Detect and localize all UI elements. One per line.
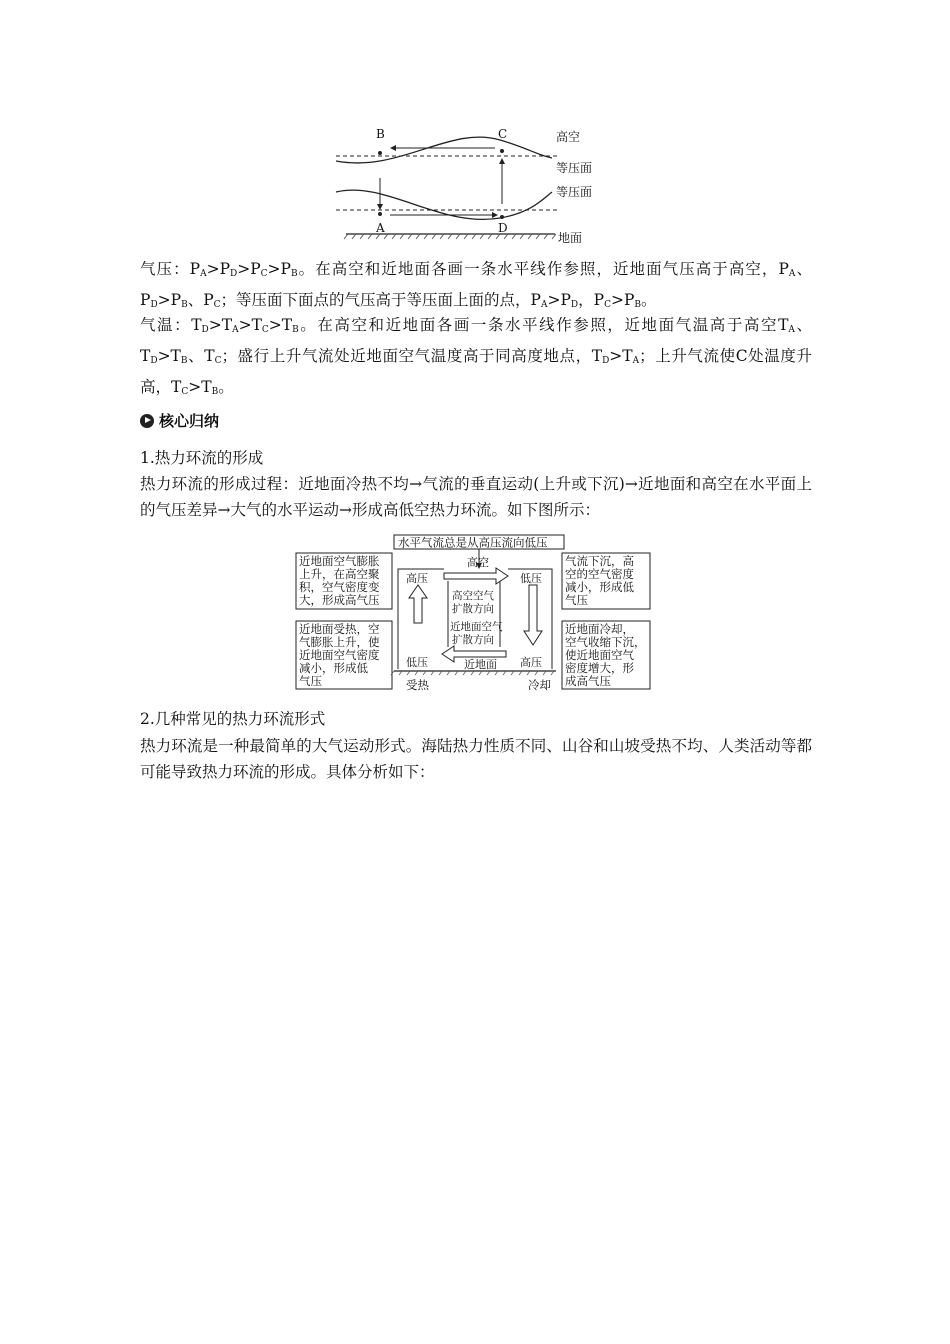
box-bottom-left-line2: 气膨胀上升，使	[299, 635, 380, 649]
isobar-diagram	[330, 120, 620, 248]
box-bottom-right-line5: 成高气压	[565, 674, 611, 688]
point-d-label: D	[498, 221, 508, 235]
ground-label: 地面	[558, 231, 583, 245]
box-top-left-line2: 上升，在高空聚	[299, 567, 380, 581]
box-bottom-right-line4: 密度增大，形	[565, 661, 634, 675]
high-altitude-label: 高空	[556, 130, 581, 144]
cooled-label: 冷却	[528, 678, 551, 692]
box-top-right-line2: 空的空气密度	[565, 567, 634, 581]
left-high-pressure: 高压	[406, 572, 428, 585]
pressure-paragraph: 气压：$P_A>P_D>P_C>P_B$。在高空和近地面各画一条水平线作参照，近地面气压高于高空，$P_A$、$P_D>P_B$、$P_C$；等压面下面点的气压高于等压面上面的点，$P_A>P_D$，$P_C>P_B$。	[140, 260, 812, 310]
temperature-paragraph: 气温：$T_D>T_A>T_C>T_B$。在高空和近地面各画一条水平线作参照，近地面气温高于高空$T_A$、$T_D>T_B$、$T_C$；盛行上升气流处近地面空气温度高于同高度地点，$T_D>T_A$；上升气流使C处温度升高，$T_C>T_B$。	[140, 316, 812, 397]
box-bottom-left-line3: 近地面空气密度	[299, 648, 380, 662]
thermal-circulation-diagram	[294, 533, 654, 695]
high-altitude-label: 高空	[467, 556, 489, 569]
box-bottom-right-line3: 使近地面空气	[565, 648, 634, 662]
left-low-pressure: 低压	[406, 656, 428, 669]
isobar-upper-label: 等压面	[556, 161, 593, 175]
box-top-right-line4: 气压	[565, 593, 588, 607]
point-c-label: C	[498, 127, 508, 141]
box-bottom-right-line2: 空气收缩下沉，	[565, 635, 646, 649]
box-top-right-line3: 减小，形成低	[565, 580, 634, 594]
near-ground-label: 近地面	[464, 658, 497, 671]
box-top-left-line4: 大，形成高气压	[299, 593, 380, 607]
item1-heading: 1.热力环流的形成	[140, 449, 264, 467]
box-top-left-line1: 近地面空气膨胀	[299, 554, 380, 568]
box-top-left-line3: 积，空气密度变	[299, 580, 380, 594]
item2-body: 热力环流是一种最简单的大气运动形式。海陆热力性质不同、山谷和山坡受热不均、人类活动等都可能导致热力环流的形成。具体分析如下：	[140, 737, 812, 781]
play-circle-icon	[140, 414, 154, 428]
item1-body: 热力环流的形成过程：近地面冷热不均→气流的垂直运动(上升或下沉)→近地面和高空在水平面上的气压差异→大气的水平运动→形成高低空热力环流。如下图所示：	[140, 475, 812, 519]
right-high-pressure: 高压	[520, 656, 542, 669]
point-a-label: A	[376, 221, 385, 235]
right-low-pressure: 低压	[520, 572, 542, 585]
upper-diffusion-line2: 扩散方向	[452, 603, 494, 615]
upper-diffusion-line1: 高空空气	[452, 590, 494, 602]
box-bottom-left-line1: 近地面受热，空	[299, 622, 380, 636]
box-bottom-left-line5: 气压	[299, 674, 322, 688]
lower-diffusion-line2: 扩散方向	[452, 634, 494, 646]
isobar-lower-label: 等压面	[556, 185, 593, 199]
box-bottom-right-line1: 近地面冷却，	[565, 622, 634, 636]
point-b-label: B	[376, 127, 385, 141]
box-top-right-line1: 气流下沉，高	[565, 554, 634, 568]
heated-label: 受热	[406, 678, 429, 692]
box-bottom-left-line4: 减小，形成低	[299, 661, 368, 675]
section-heading: 核心归纳	[140, 410, 219, 431]
diagram-title: 水平气流总是从高压流向低压	[398, 535, 548, 550]
lower-diffusion-line1: 近地面空气	[450, 621, 503, 633]
item2-heading: 2.几种常见的热力环流形式	[140, 710, 326, 728]
